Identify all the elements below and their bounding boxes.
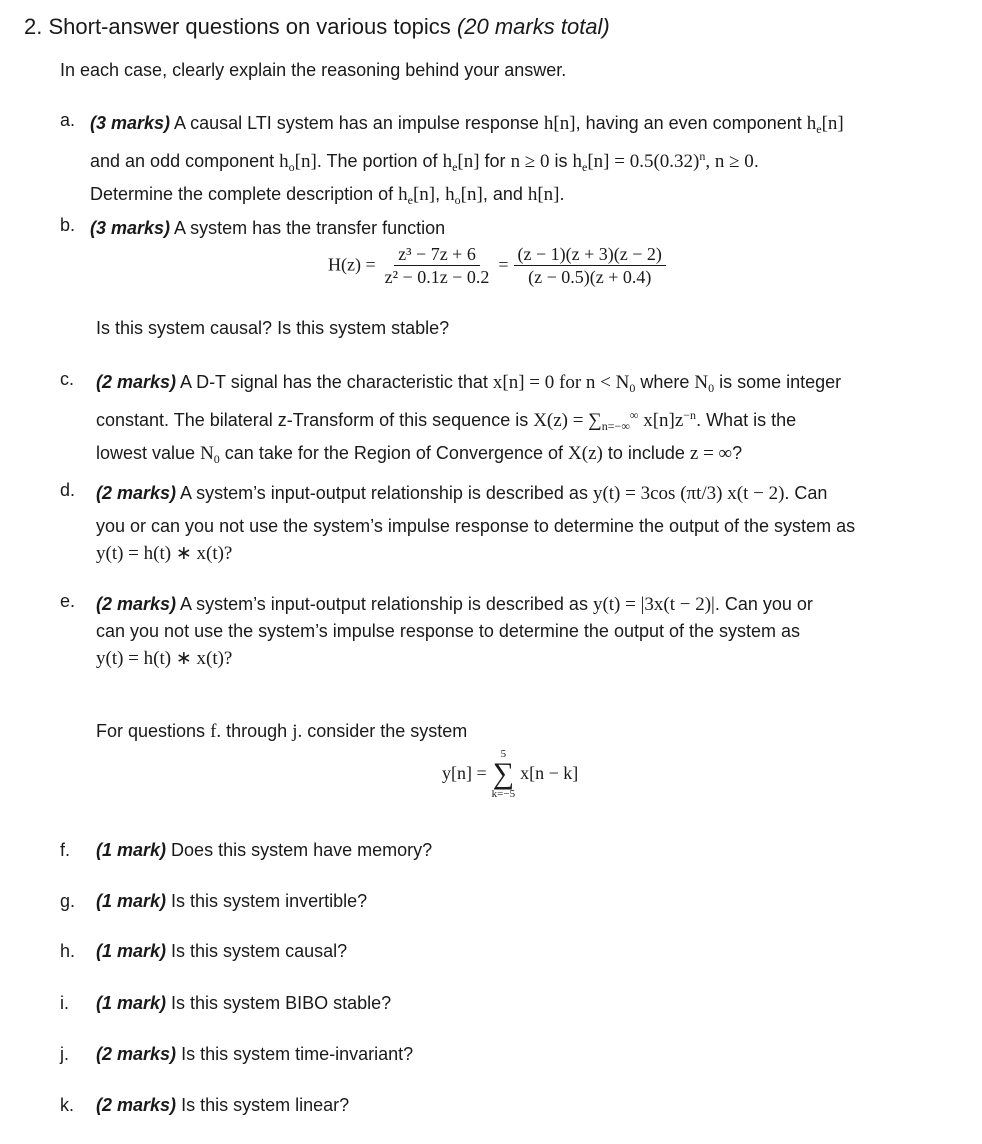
question-body — [90, 110, 970, 214]
text: is some integer — [714, 372, 842, 392]
marks-label: (2 marks) — [96, 1095, 177, 1115]
math-subscript: e — [582, 160, 588, 174]
text: A D-T signal has the characteristic that — [176, 372, 493, 392]
math: [n] — [821, 113, 844, 134]
math-subscript: o — [288, 160, 295, 174]
math-superscript: ∞ — [629, 408, 639, 422]
math: (πt/3) — [680, 483, 723, 504]
question-line — [96, 369, 970, 402]
question-a — [60, 110, 970, 214]
math: h — [572, 151, 583, 172]
math-subscript: 0 — [708, 381, 715, 395]
question-label: d. — [60, 480, 76, 500]
section-marks: (20 marks total) — [456, 14, 610, 39]
math: X(z) — [568, 443, 603, 464]
system-lhs: y[n] = — [442, 762, 487, 783]
intro-text: through — [221, 721, 293, 741]
question-body — [96, 591, 970, 672]
text: constant. The bilateral z-Transform of this sequence is — [96, 410, 534, 430]
text: is — [549, 151, 573, 171]
question-label: e. — [60, 591, 76, 611]
math: h — [279, 151, 289, 172]
math: x(t − 2) — [722, 483, 785, 504]
question-text: Is this system time-invariant? — [181, 1044, 414, 1064]
math: [n] — [457, 151, 480, 172]
intro-f: f. — [210, 721, 222, 742]
question-label: j. — [60, 1044, 69, 1064]
math-subscript: o — [454, 193, 461, 207]
equals-sign: = — [498, 254, 509, 275]
text: , and — [482, 184, 528, 204]
marks-label: (3 marks) — [90, 113, 171, 133]
math-subscript: n=−∞ — [601, 419, 630, 433]
question-line — [96, 591, 970, 618]
intro-text: For questions — [96, 721, 211, 741]
instructions: In each case, clearly explain the reasoning behind your answer. — [60, 60, 567, 80]
text: A system’s input-output relationship is described as — [176, 594, 593, 614]
question-line — [90, 143, 970, 181]
text: . — [753, 151, 759, 171]
short-question — [60, 993, 391, 1014]
math: y(t) = h(t) ∗ x(t)? — [96, 648, 233, 669]
question-text: Is this system invertible? — [171, 891, 368, 911]
question-line — [96, 440, 970, 473]
marks-label: (1 mark) — [96, 993, 167, 1013]
marks-label: (2 marks) — [96, 483, 177, 503]
question-body — [96, 480, 970, 567]
text: for — [479, 151, 511, 171]
text: where — [635, 372, 695, 392]
text: . What is the — [696, 410, 797, 430]
question-line — [96, 540, 970, 567]
equation-lhs: H(z) = — [328, 254, 376, 275]
math: h[n] — [527, 184, 560, 205]
math: y(t) = h(t) ∗ x(t)? — [96, 543, 233, 564]
question-line — [90, 110, 970, 143]
denominator-2: (z − 0.5)(z + 0.4) — [528, 267, 652, 287]
question-line — [90, 181, 970, 214]
math: [n] — [294, 151, 317, 172]
fraction-2 — [514, 243, 666, 288]
text: ? — [732, 443, 743, 463]
math-subscript: e — [452, 160, 458, 174]
question-label: a. — [60, 110, 76, 130]
question-label: g. — [60, 891, 76, 911]
system-equation — [442, 748, 578, 800]
math: y(t) = |3x(t − 2)| — [592, 594, 715, 615]
math: x[n]z — [638, 410, 684, 431]
system-rhs: x[n − k] — [520, 762, 579, 783]
math: h — [398, 184, 408, 205]
marks-label: (1 mark) — [96, 891, 167, 911]
math: h — [442, 151, 453, 172]
question-line — [90, 215, 970, 242]
question-label: f. — [60, 840, 71, 860]
question-label: c. — [60, 369, 75, 389]
question-body — [90, 215, 970, 242]
text: . Can you or — [714, 594, 813, 614]
numerator-2: (z − 1)(z + 3)(z − 2) — [514, 243, 666, 266]
math: h — [806, 113, 817, 134]
math: [n] = 0.5(0.32) — [587, 151, 700, 172]
fraction-1 — [381, 243, 494, 288]
system-intro — [96, 721, 467, 743]
math: N — [694, 372, 709, 393]
question-d — [60, 480, 970, 567]
text: , having an even component — [575, 113, 807, 133]
short-question — [60, 1044, 413, 1065]
math: , n ≥ 0 — [705, 151, 754, 172]
text: A system’s input-output relationship is described as — [176, 483, 593, 503]
question-line — [96, 513, 970, 540]
intro-j: j. — [292, 721, 303, 742]
question-line — [96, 402, 970, 440]
math: h — [445, 184, 455, 205]
section-title: Short-answer questions on various topics — [48, 14, 451, 39]
text: you or can you not use the system’s impulse response to determine the output of the system as — [96, 516, 856, 536]
short-question — [60, 941, 347, 962]
section-number: 2. — [24, 14, 43, 39]
math: z = ∞ — [689, 443, 733, 464]
text: can take for the Region of Convergence of — [219, 443, 569, 463]
math-superscript: n — [699, 149, 706, 163]
question-b-followup: Is this system causal? Is this system stable? — [96, 318, 450, 338]
sigma-symbol: ∑ — [492, 757, 515, 790]
intro-text: consider the system — [302, 721, 468, 741]
question-e — [60, 591, 970, 672]
question-label: k. — [60, 1095, 75, 1115]
math-subscript: 0 — [629, 381, 636, 395]
question-text: Does this system have memory? — [171, 840, 433, 860]
text: A causal LTI system has an impulse response — [170, 113, 544, 133]
math: x[n] = 0 for n < N — [492, 372, 630, 393]
text: lowest value — [96, 443, 201, 463]
question-label: b. — [60, 215, 76, 235]
text: . Can — [784, 483, 828, 503]
text: , — [435, 184, 446, 204]
math: [n] — [460, 184, 483, 205]
question-body — [96, 369, 970, 473]
question-text: Is this system causal? — [171, 941, 348, 961]
text: . — [559, 184, 565, 204]
marks-label: (1 mark) — [96, 941, 167, 961]
text: . The portion of — [316, 151, 443, 171]
sum-lower-limit: k=−5 — [491, 788, 516, 800]
summation — [492, 748, 515, 800]
numerator-1: z³ − 7z + 6 — [394, 243, 480, 266]
marks-label: (2 marks) — [96, 372, 177, 392]
text: Determine the complete description of — [90, 184, 399, 204]
marks-label: (1 mark) — [96, 840, 167, 860]
short-question — [60, 1095, 349, 1116]
question-b — [60, 215, 970, 242]
section-heading — [24, 14, 610, 40]
question-label: i. — [60, 993, 69, 1013]
math: [n] — [412, 184, 436, 205]
marks-label: (2 marks) — [96, 594, 177, 614]
question-text: Is this system linear? — [181, 1095, 350, 1115]
math: X(z) = ∑ — [533, 410, 602, 431]
short-question — [60, 840, 432, 861]
text: to include — [602, 443, 690, 463]
question-line — [96, 645, 970, 672]
question-text: Is this system BIBO stable? — [171, 993, 392, 1013]
math: n ≥ 0 — [510, 151, 550, 172]
marks-label: (2 marks) — [96, 1044, 177, 1064]
text: A system has the transfer function — [170, 218, 446, 238]
math: h[n] — [543, 113, 576, 134]
marks-label: (3 marks) — [90, 218, 171, 238]
math-subscript: e — [816, 122, 822, 136]
short-question — [60, 891, 367, 912]
question-line — [96, 618, 970, 645]
question-line — [96, 480, 970, 507]
transfer-function-equation — [328, 243, 666, 288]
question-c — [60, 369, 970, 473]
denominator-1: z² − 0.1z − 0.2 — [384, 267, 490, 287]
math-subscript: 0 — [213, 452, 220, 466]
text: can you not use the system’s impulse response to determine the output of the system as — [96, 621, 801, 641]
question-label: h. — [60, 941, 76, 961]
sum-upper-limit: 5 — [500, 748, 507, 760]
math-subscript: e — [407, 193, 413, 207]
text: and an odd component — [90, 151, 280, 171]
math: N — [200, 443, 214, 464]
math-superscript: −n — [683, 408, 697, 422]
math: y(t) = 3cos — [592, 483, 681, 504]
